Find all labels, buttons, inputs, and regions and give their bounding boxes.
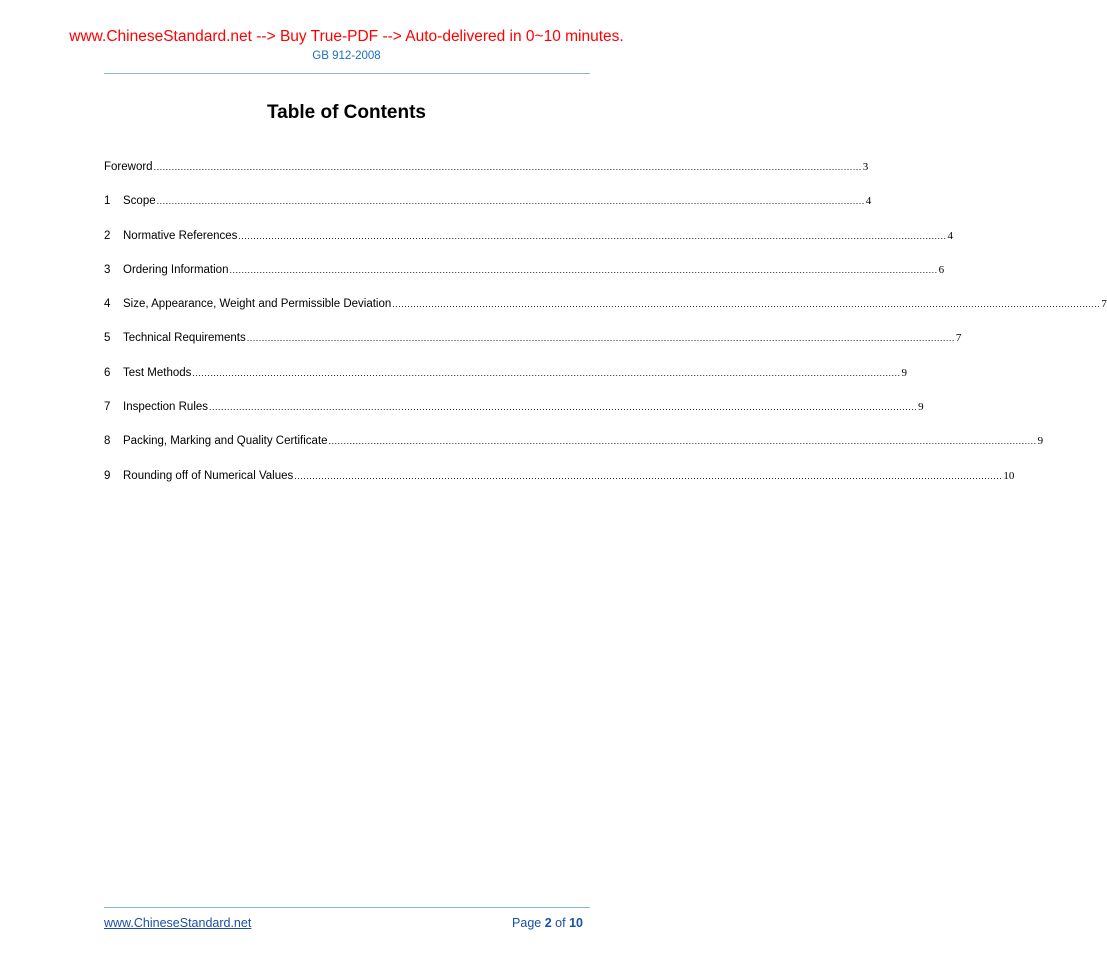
toc-entry-page: 9 xyxy=(918,401,924,414)
toc-entry-page: 10 xyxy=(1003,469,1015,482)
toc-leader-dots: ............................................................................................................................................................................................................................................ xyxy=(238,230,947,241)
toc-entry-label: Foreword xyxy=(104,161,153,173)
toc-entry-page: 4 xyxy=(865,195,872,208)
current-page-number: 2 xyxy=(544,916,552,930)
toc-entry-number: 5 xyxy=(104,332,111,345)
toc-entry-label: Test Methods xyxy=(123,366,192,379)
toc-entry-page: 9 xyxy=(901,366,908,379)
toc-entry-number: 6 xyxy=(104,366,111,379)
table-of-contents xyxy=(104,161,1107,504)
toc-entry-label: Normative References xyxy=(123,229,238,242)
toc-entry-size-appearance[interactable] xyxy=(104,298,1107,332)
toc-leader-dots: ............................................................................................................................................................................................................................................ xyxy=(156,196,865,207)
toc-entry-rounding-off[interactable] xyxy=(104,469,1015,504)
toc-entry-label: Technical Requirements xyxy=(123,332,246,345)
toc-leader-dots: ............................................................................................................................................................................................................................................ xyxy=(328,436,1037,447)
page-of: of xyxy=(555,916,566,930)
toc-leader-dots: ............................................................................................................................................................................................................................................ xyxy=(229,264,938,275)
toc-entry-test-methods[interactable] xyxy=(104,366,908,401)
toc-leader-dots: ............................................................................................................................................................................................................................................ xyxy=(392,299,1101,310)
toc-entry-packing-marking[interactable] xyxy=(104,435,1044,469)
toc-title: Table of Contents xyxy=(266,102,427,123)
toc-entry-label: Packing, Marking and Quality Certificate xyxy=(123,435,328,448)
header-banner[interactable]: www.ChineseStandard.net --> Buy True-PDF --> Auto-delivered in 0~10 minutes. xyxy=(69,28,624,45)
toc-entry-page: 7 xyxy=(1101,298,1107,311)
toc-entry-number: 1 xyxy=(104,195,111,208)
toc-entry-number: 7 xyxy=(104,401,111,414)
toc-entry-normative-references[interactable] xyxy=(104,229,954,264)
toc-entry-number: 9 xyxy=(104,469,111,482)
toc-entry-scope[interactable] xyxy=(104,195,872,229)
toc-entry-label: Ordering Information xyxy=(123,263,229,276)
toc-entry-page: 3 xyxy=(862,161,869,173)
footer-divider xyxy=(104,907,590,908)
toc-entry-page: 6 xyxy=(938,263,945,276)
toc-entry-number: 2 xyxy=(104,229,111,242)
document-id: GB 912-2008 xyxy=(312,50,381,62)
header-divider xyxy=(104,73,590,74)
footer-website-link[interactable]: www.ChineseStandard.net xyxy=(104,916,252,930)
toc-entry-number: 4 xyxy=(104,298,111,311)
toc-leader-dots: ............................................................................................................................................................................................................................................ xyxy=(153,162,862,172)
toc-entry-label: Inspection Rules xyxy=(123,401,209,414)
toc-entry-page: 7 xyxy=(955,332,962,345)
total-page-number: 10 xyxy=(569,916,583,930)
toc-entry-inspection-rules[interactable] xyxy=(104,401,924,435)
toc-leader-dots: ............................................................................................................................................................................................................................................ xyxy=(209,402,918,413)
toc-entry-foreword[interactable] xyxy=(104,161,869,195)
toc-entry-label: Scope xyxy=(123,195,156,208)
toc-entry-ordering-information[interactable] xyxy=(104,263,945,298)
toc-leader-dots: ............................................................................................................................................................................................................................................ xyxy=(192,367,901,378)
toc-entry-label: Rounding off of Numerical Values xyxy=(123,469,294,482)
page-prefix: Page xyxy=(512,916,542,930)
toc-entry-label: Size, Appearance, Weight and Permissible Deviation xyxy=(123,298,392,311)
toc-entry-page: 9 xyxy=(1037,435,1044,448)
toc-entry-number: 8 xyxy=(104,435,111,448)
toc-entry-number: 3 xyxy=(104,263,111,276)
toc-leader-dots: ............................................................................................................................................................................................................................................ xyxy=(246,333,955,344)
toc-entry-technical-requirements[interactable] xyxy=(104,332,962,366)
page-indicator xyxy=(512,916,583,930)
toc-leader-dots: ............................................................................................................................................................................................................................................ xyxy=(294,470,1003,481)
toc-entry-page: 4 xyxy=(947,229,954,242)
